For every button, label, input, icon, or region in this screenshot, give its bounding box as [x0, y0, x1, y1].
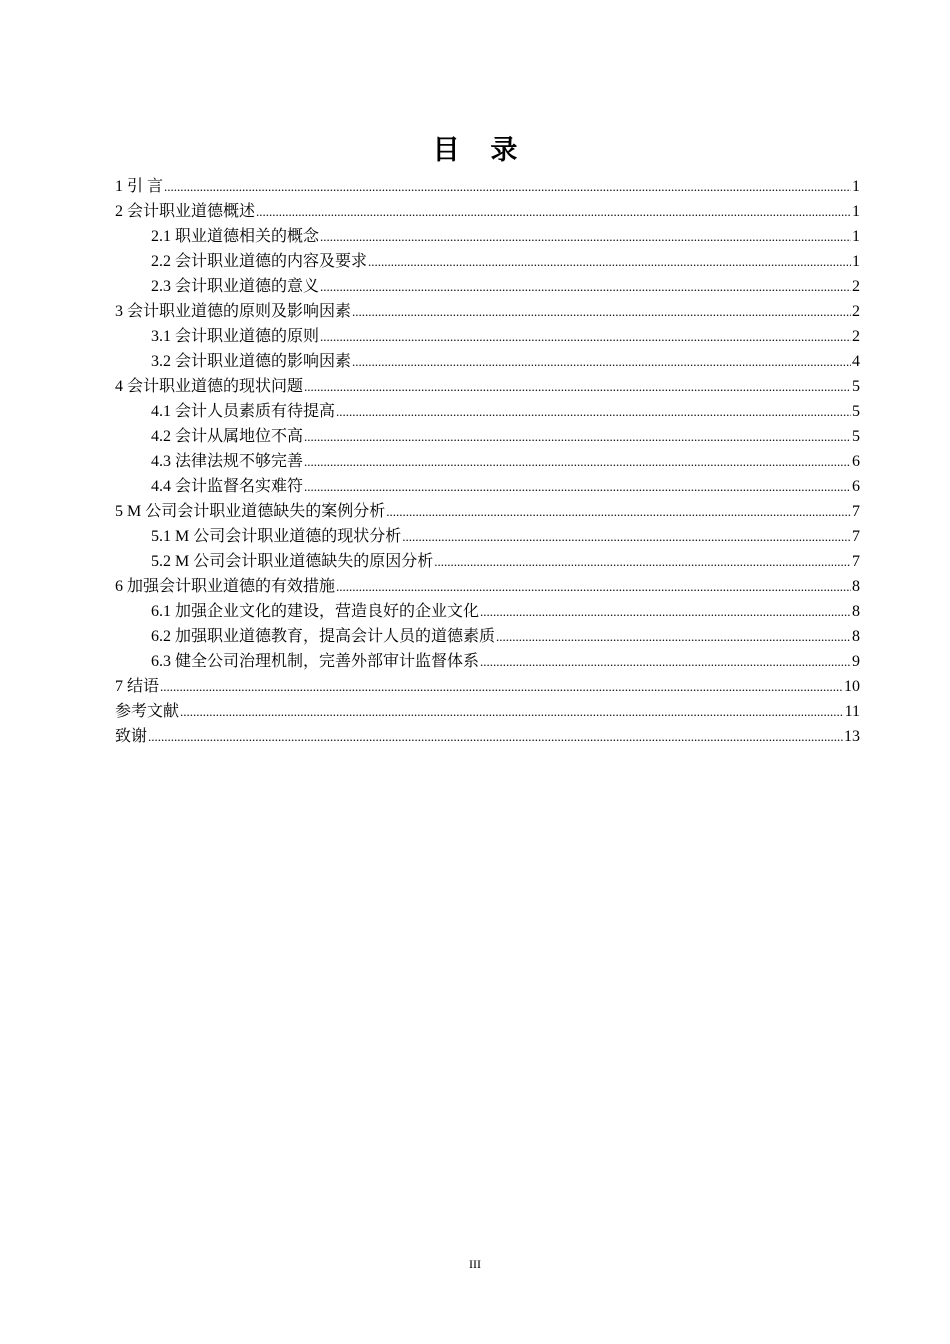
- toc-entry[interactable]: [115, 324, 860, 349]
- toc-entry[interactable]: [115, 174, 860, 199]
- toc-dot-leader: [320, 324, 851, 349]
- toc-entry[interactable]: [115, 224, 860, 249]
- toc-entry[interactable]: [115, 449, 860, 474]
- toc-entry-label: 4 会计职业道德的现状问题: [115, 378, 304, 395]
- toc-entry-page-number: 2: [852, 303, 860, 320]
- toc-entry-label: 4.4 会计监督名实难符: [151, 478, 304, 495]
- toc-entry-label: 6.2 加强职业道德教育，提高会计人员的道德素质: [151, 628, 496, 645]
- toc-dot-leader: [480, 599, 851, 624]
- toc-entry-page-number: 8: [852, 628, 860, 645]
- toc-dot-leader: [336, 399, 851, 424]
- toc-entry-label: 6.3 健全公司治理机制，完善外部审计监督体系: [151, 653, 480, 670]
- toc-entry[interactable]: [115, 199, 860, 224]
- toc-entry[interactable]: [115, 624, 860, 649]
- toc-dot-leader: [320, 274, 851, 299]
- toc-dot-leader: [256, 199, 851, 224]
- toc-entry-page-number: 7: [852, 553, 860, 570]
- toc-entry-label: 参考文献: [115, 703, 180, 720]
- toc-entry-label: 2.3 会计职业道德的意义: [151, 278, 320, 295]
- toc-entry-page-number: 4: [852, 353, 860, 370]
- toc-entry-label: 3.1 会计职业道德的原则: [151, 328, 320, 345]
- toc-entry[interactable]: [115, 424, 860, 449]
- toc-dot-leader: [304, 374, 851, 399]
- toc-entry-page-number: 1: [852, 178, 860, 195]
- toc-entry[interactable]: [115, 574, 860, 599]
- toc-entry[interactable]: [115, 274, 860, 299]
- toc-entry-page-number: 5: [852, 428, 860, 445]
- toc-dot-leader: [434, 549, 851, 574]
- page-number-footer: III: [469, 1257, 481, 1271]
- toc-entry-label: 5 M 公司会计职业道德缺失的案例分析: [115, 503, 386, 520]
- toc-entry-label: 6.1 加强企业文化的建设，营造良好的企业文化: [151, 603, 480, 620]
- toc-dot-leader: [320, 224, 851, 249]
- toc-entry-label: 致谢: [115, 728, 148, 745]
- toc-dot-leader: [352, 349, 851, 374]
- toc-entry-page-number: 7: [852, 528, 860, 545]
- toc-entry[interactable]: [115, 299, 860, 324]
- toc-entry-page-number: 6: [852, 453, 860, 470]
- toc-entry[interactable]: [115, 549, 860, 574]
- toc-dot-leader: [148, 724, 843, 749]
- toc-entry-label: 1 引 言: [115, 178, 164, 195]
- toc-entry-page-number: 8: [852, 578, 860, 595]
- toc-entry[interactable]: [115, 724, 860, 749]
- toc-dot-leader: [402, 524, 851, 549]
- toc-entry-page-number: 5: [852, 403, 860, 420]
- toc-entry-page-number: 10: [844, 678, 860, 695]
- toc-entry-page-number: 13: [844, 728, 860, 745]
- toc-entry-page-number: 1: [852, 253, 860, 270]
- toc-dot-leader: [304, 474, 851, 499]
- toc-entry[interactable]: [115, 349, 860, 374]
- toc-entry[interactable]: [115, 649, 860, 674]
- toc-entry-label: 5.2 M 公司会计职业道德缺失的原因分析: [151, 553, 434, 570]
- toc-entry-label: 4.2 会计从属地位不高: [151, 428, 304, 445]
- toc-entry[interactable]: [115, 474, 860, 499]
- toc-dot-leader: [160, 674, 843, 699]
- toc-list: [115, 174, 860, 749]
- toc-dot-leader: [368, 249, 851, 274]
- toc-dot-leader: [496, 624, 851, 649]
- toc-entry-page-number: 7: [852, 503, 860, 520]
- toc-entry-label: 4.3 法律法规不够完善: [151, 453, 304, 470]
- toc-entry-label: 4.1 会计人员素质有待提高: [151, 403, 336, 420]
- toc-entry-page-number: 2: [852, 278, 860, 295]
- toc-entry[interactable]: [115, 374, 860, 399]
- toc-entry-page-number: 9: [852, 653, 860, 670]
- toc-entry[interactable]: [115, 499, 860, 524]
- toc-entry-page-number: 5: [852, 378, 860, 395]
- toc-entry-label: 2.2 会计职业道德的内容及要求: [151, 253, 368, 270]
- toc-entry-page-number: 1: [852, 228, 860, 245]
- toc-dot-leader: [352, 299, 851, 324]
- toc-entry[interactable]: [115, 599, 860, 624]
- toc-entry-page-number: 1: [852, 203, 860, 220]
- toc-dot-leader: [336, 574, 851, 599]
- toc-entry-page-number: 8: [852, 603, 860, 620]
- toc-entry[interactable]: [115, 524, 860, 549]
- toc-dot-leader: [164, 174, 851, 199]
- toc-dot-leader: [180, 699, 844, 724]
- toc-entry-label: 3 会计职业道德的原则及影响因素: [115, 303, 352, 320]
- toc-entry[interactable]: [115, 249, 860, 274]
- toc-entry-page-number: 6: [852, 478, 860, 495]
- toc-dot-leader: [304, 424, 851, 449]
- toc-entry[interactable]: [115, 399, 860, 424]
- toc-entry-label: 6 加强会计职业道德的有效措施: [115, 578, 336, 595]
- toc-entry[interactable]: [115, 674, 860, 699]
- toc-entry-label: 7 结语: [115, 678, 160, 695]
- toc-entry-label: 2.1 职业道德相关的概念: [151, 228, 320, 245]
- toc-entry-page-number: 11: [844, 703, 860, 720]
- toc-dot-leader: [304, 449, 851, 474]
- toc-entry-label: 3.2 会计职业道德的影响因素: [151, 353, 352, 370]
- toc-entry[interactable]: [115, 699, 860, 724]
- toc-entry-label: 5.1 M 公司会计职业道德的现状分析: [151, 528, 402, 545]
- toc-title: 目 录: [432, 135, 530, 165]
- toc-entry-label: 2 会计职业道德概述: [115, 203, 256, 220]
- toc-entry-page-number: 2: [852, 328, 860, 345]
- toc-dot-leader: [480, 649, 851, 674]
- toc-dot-leader: [386, 499, 851, 524]
